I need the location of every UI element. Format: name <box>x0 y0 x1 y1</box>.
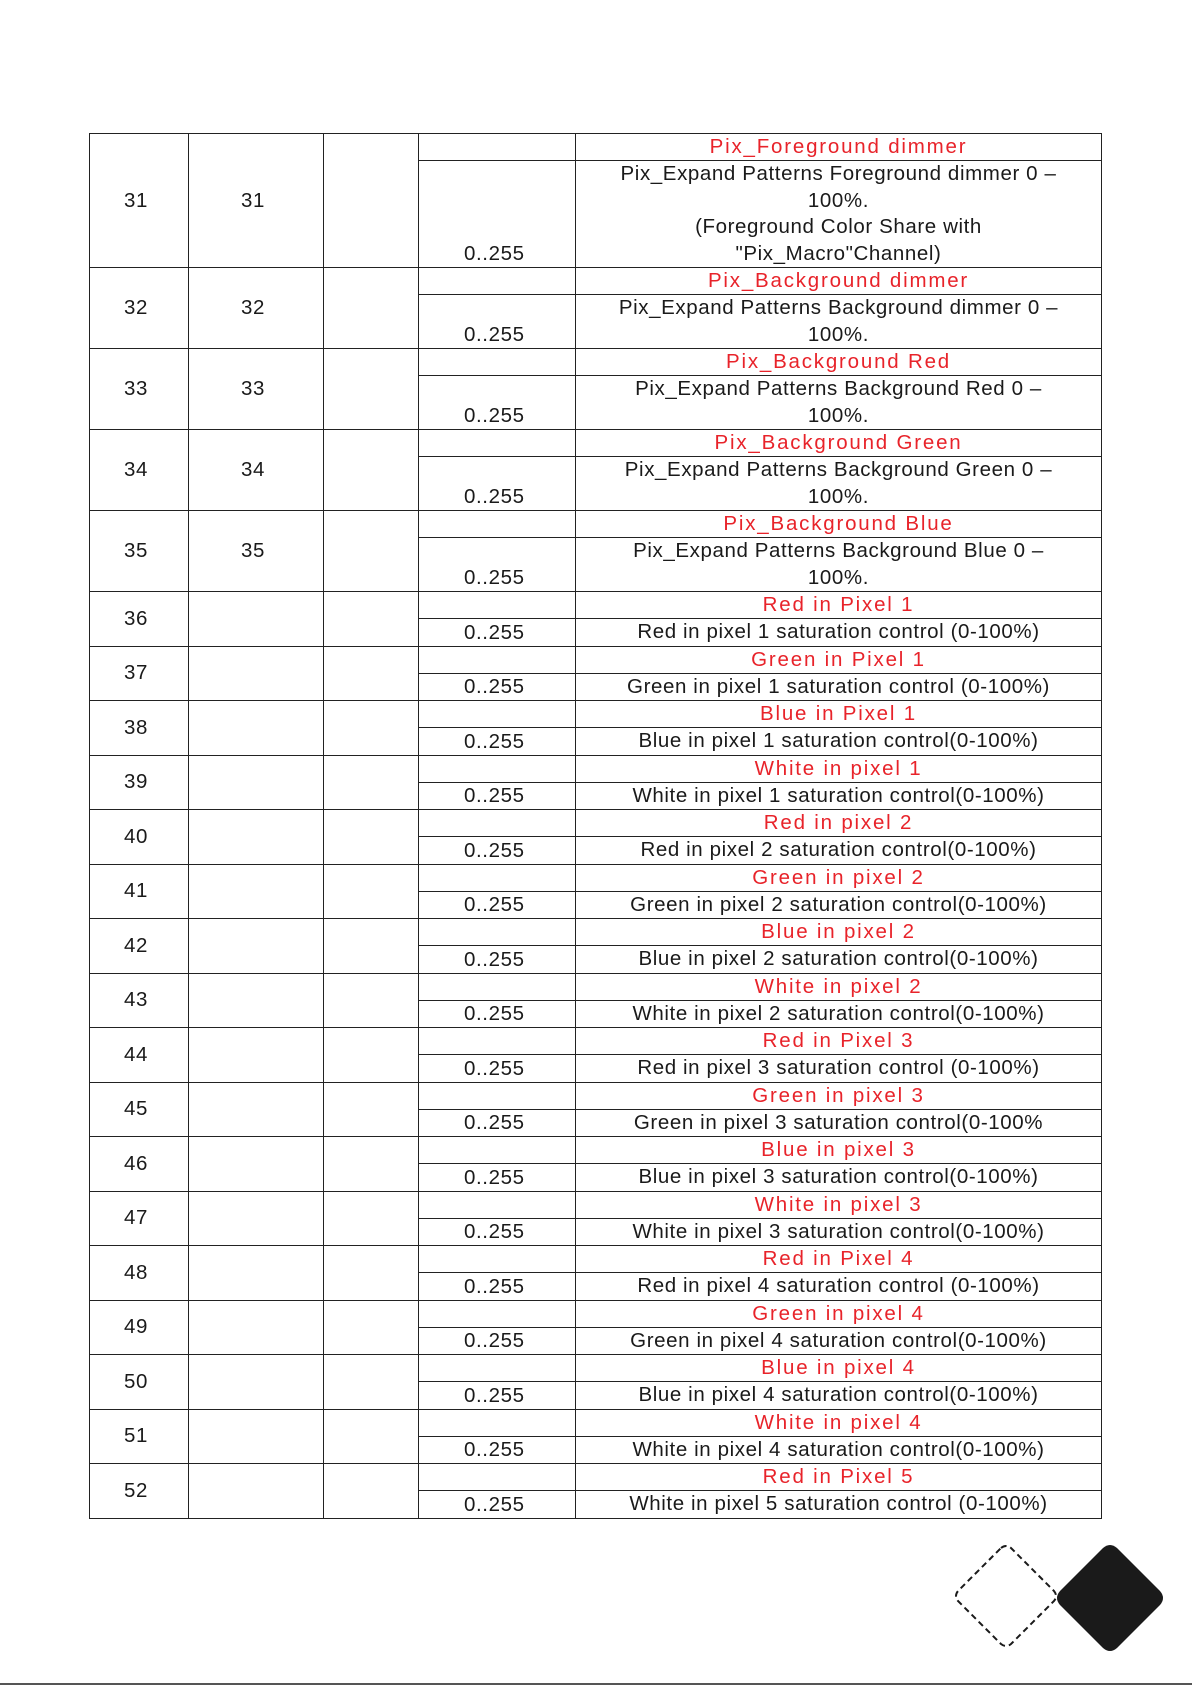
channel-number: 38 <box>90 701 189 756</box>
dmx-value-range: 0..255 <box>419 728 576 756</box>
description-line: Blue in pixel 4 saturation control(0-100%) <box>638 1383 1039 1406</box>
dmx-value-range: 0..255 <box>419 1382 576 1410</box>
dmx-value-range: 0..255 <box>419 1436 576 1464</box>
description-line: Green in pixel 3 saturation control(0-100% <box>633 1110 1044 1134</box>
description-line: 100%. <box>807 188 870 212</box>
description-line: (Foreground Color Share with <box>695 215 982 238</box>
table-row <box>90 810 1102 837</box>
description-line: Red in pixel 4 saturation control (0-100%) <box>637 1274 1040 1297</box>
channel-number: 50 <box>90 1355 189 1410</box>
channel-number: 36 <box>90 592 189 647</box>
channel-function-title: White in pixel 2 <box>576 973 1102 1000</box>
diamond-pair-logo-icon <box>940 1540 1170 1660</box>
description-line: Red in pixel 2 saturation control(0-100%) <box>640 838 1037 861</box>
channel-function-title: White in pixel 1 <box>576 755 1102 782</box>
channel-description <box>576 1491 1102 1519</box>
description-line: Pix_Expand Patterns Foreground dimmer 0 – <box>620 162 1057 185</box>
channel-number: 34 <box>90 430 189 511</box>
table-row <box>90 1409 1102 1436</box>
channel-function-title: Pix_Background Green <box>576 430 1102 457</box>
channel-description <box>576 728 1102 756</box>
description-line: Green in pixel 1 saturation control (0-100%) <box>627 674 1050 698</box>
dmx-value-range: 0..255 <box>419 1273 576 1301</box>
channel-description <box>576 457 1102 511</box>
description-line: Green in pixel 2 saturation control(0-100%) <box>630 892 1047 916</box>
empty-column-cell <box>324 1246 419 1301</box>
table-row <box>90 1464 1102 1491</box>
channel-function-title: Green in pixel 4 <box>576 1300 1102 1327</box>
channel-description <box>576 1382 1102 1410</box>
table-row <box>90 1246 1102 1273</box>
channel-mode-number <box>189 973 324 1028</box>
empty-column-cell <box>324 430 419 511</box>
description-line: Pix_Expand Patterns Background dimmer 0 – <box>618 296 1059 319</box>
empty-column-cell <box>324 1464 419 1519</box>
channel-number: 48 <box>90 1246 189 1301</box>
table-row <box>90 755 1102 782</box>
channel-number: 51 <box>90 1409 189 1464</box>
channel-mode-number <box>189 1137 324 1192</box>
empty-column-cell <box>324 919 419 974</box>
dmx-value-range: 0..255 <box>419 376 576 430</box>
table-row <box>90 511 1102 538</box>
empty-column-cell <box>324 646 419 701</box>
channel-function-title: Red in Pixel 5 <box>576 1464 1102 1491</box>
channel-mode-number <box>189 755 324 810</box>
range-empty-cell <box>419 646 576 673</box>
dmx-value-range: 0..255 <box>419 1327 576 1355</box>
channel-function-title: White in pixel 4 <box>576 1409 1102 1436</box>
range-empty-cell <box>419 1082 576 1109</box>
table-row <box>90 1082 1102 1109</box>
channel-description <box>576 1218 1102 1246</box>
channel-mode-number: 34 <box>189 430 324 511</box>
channel-mode-number <box>189 1191 324 1246</box>
channel-number: 52 <box>90 1464 189 1519</box>
channel-mode-number <box>189 1028 324 1083</box>
dmx-value-range: 0..255 <box>419 538 576 592</box>
channel-description <box>576 782 1102 810</box>
channel-description <box>576 376 1102 430</box>
channel-mode-number <box>189 864 324 919</box>
channel-function-title: Pix_Background dimmer <box>576 268 1102 295</box>
dmx-value-range: 0..255 <box>419 946 576 974</box>
channel-number: 33 <box>90 349 189 430</box>
channel-function-title: Green in pixel 3 <box>576 1082 1102 1109</box>
channel-description <box>576 1436 1102 1464</box>
channel-description <box>576 295 1102 349</box>
channel-description <box>576 1327 1102 1355</box>
description-line: Pix_Expand Patterns Background Red 0 – <box>635 377 1042 400</box>
empty-column-cell <box>324 1191 419 1246</box>
empty-column-cell <box>324 1300 419 1355</box>
description-line: 100%. <box>807 565 870 589</box>
channel-mode-number: 33 <box>189 349 324 430</box>
range-empty-cell <box>419 701 576 728</box>
range-empty-cell <box>419 1028 576 1055</box>
channel-function-title: Green in Pixel 1 <box>576 646 1102 673</box>
dmx-value-range: 0..255 <box>419 837 576 865</box>
dmx-channel-table <box>89 133 1102 1519</box>
dmx-value-range: 0..255 <box>419 782 576 810</box>
description-line: 100%. <box>807 484 870 508</box>
range-empty-cell <box>419 1137 576 1164</box>
channel-function-title: Blue in pixel 3 <box>576 1137 1102 1164</box>
description-line: "Pix_Macro"Channel) <box>735 241 942 265</box>
table-row <box>90 349 1102 376</box>
channel-mode-number: 32 <box>189 268 324 349</box>
channel-function-title: Blue in pixel 2 <box>576 919 1102 946</box>
empty-column-cell <box>324 973 419 1028</box>
empty-column-cell <box>324 701 419 756</box>
dmx-value-range: 0..255 <box>419 1109 576 1137</box>
channel-function-title: Red in Pixel 3 <box>576 1028 1102 1055</box>
channel-mode-number <box>189 1355 324 1410</box>
empty-column-cell <box>324 1137 419 1192</box>
range-empty-cell <box>419 1246 576 1273</box>
channel-function-title: Pix_Background Blue <box>576 511 1102 538</box>
table-row <box>90 1300 1102 1327</box>
channel-number: 31 <box>90 134 189 268</box>
table-row <box>90 919 1102 946</box>
channel-description <box>576 837 1102 865</box>
description-line: Blue in pixel 2 saturation control(0-100%) <box>638 947 1039 970</box>
description-line: White in pixel 3 saturation control(0-100%) <box>632 1219 1045 1243</box>
channel-function-title: Pix_Foreground dimmer <box>576 134 1102 161</box>
dmx-value-range: 0..255 <box>419 1491 576 1519</box>
dmx-value-range: 0..255 <box>419 295 576 349</box>
channel-number: 42 <box>90 919 189 974</box>
range-empty-cell <box>419 755 576 782</box>
description-line: White in pixel 1 saturation control(0-100%) <box>632 783 1045 807</box>
range-empty-cell <box>419 1355 576 1382</box>
dmx-value-range: 0..255 <box>419 673 576 701</box>
range-empty-cell <box>419 864 576 891</box>
channel-mode-number <box>189 646 324 701</box>
channel-mode-number <box>189 810 324 865</box>
description-line: Red in pixel 1 saturation control (0-100%) <box>637 620 1040 643</box>
range-empty-cell <box>419 134 576 161</box>
empty-column-cell <box>324 810 419 865</box>
table-row <box>90 430 1102 457</box>
channel-number: 47 <box>90 1191 189 1246</box>
channel-number: 40 <box>90 810 189 865</box>
description-line: 100%. <box>807 403 870 427</box>
channel-mode-number: 31 <box>189 134 324 268</box>
channel-mode-number <box>189 701 324 756</box>
description-line: White in pixel 4 saturation control(0-100%) <box>632 1437 1045 1461</box>
table-row <box>90 268 1102 295</box>
range-empty-cell <box>419 349 576 376</box>
table-body <box>90 134 1102 1519</box>
table-row <box>90 701 1102 728</box>
channel-mode-number <box>189 919 324 974</box>
channel-description <box>576 946 1102 974</box>
dmx-value-range: 0..255 <box>419 1000 576 1028</box>
description-line: White in pixel 2 saturation control(0-100%) <box>632 1001 1045 1025</box>
range-empty-cell <box>419 268 576 295</box>
channel-description <box>576 1164 1102 1192</box>
table-row <box>90 973 1102 1000</box>
channel-function-title: White in pixel 3 <box>576 1191 1102 1218</box>
channel-function-title: Pix_Background Red <box>576 349 1102 376</box>
channel-description <box>576 538 1102 592</box>
channel-description <box>576 1109 1102 1137</box>
channel-function-title: Red in Pixel 1 <box>576 592 1102 619</box>
channel-function-title: Red in Pixel 4 <box>576 1246 1102 1273</box>
range-empty-cell <box>419 1191 576 1218</box>
empty-column-cell <box>324 1355 419 1410</box>
channel-number: 45 <box>90 1082 189 1137</box>
channel-function-title: Red in pixel 2 <box>576 810 1102 837</box>
table-row <box>90 134 1102 161</box>
channel-description <box>576 891 1102 919</box>
channel-description <box>576 1055 1102 1083</box>
description-line: Blue in pixel 1 saturation control(0-100%) <box>638 729 1039 752</box>
empty-column-cell <box>324 1028 419 1083</box>
channel-mode-number <box>189 1464 324 1519</box>
channel-number: 35 <box>90 511 189 592</box>
description-line: 100%. <box>807 322 870 346</box>
empty-column-cell <box>324 592 419 647</box>
description-line: Pix_Expand Patterns Background Blue 0 – <box>633 539 1044 562</box>
channel-number: 37 <box>90 646 189 701</box>
channel-number: 46 <box>90 1137 189 1192</box>
dmx-value-range: 0..255 <box>419 161 576 268</box>
table-row <box>90 1355 1102 1382</box>
channel-function-title: Blue in pixel 4 <box>576 1355 1102 1382</box>
range-empty-cell <box>419 1464 576 1491</box>
range-empty-cell <box>419 973 576 1000</box>
channel-description <box>576 161 1102 268</box>
table-row <box>90 592 1102 619</box>
description-line: Blue in pixel 3 saturation control(0-100%) <box>638 1165 1039 1188</box>
dmx-value-range: 0..255 <box>419 457 576 511</box>
channel-number: 41 <box>90 864 189 919</box>
channel-mode-number <box>189 1409 324 1464</box>
channel-description <box>576 1000 1102 1028</box>
channel-number: 39 <box>90 755 189 810</box>
channel-description <box>576 619 1102 647</box>
dmx-value-range: 0..255 <box>419 1218 576 1246</box>
dmx-value-range: 0..255 <box>419 1164 576 1192</box>
table-row <box>90 1028 1102 1055</box>
channel-mode-number <box>189 1246 324 1301</box>
dmx-value-range: 0..255 <box>419 891 576 919</box>
table-row <box>90 646 1102 673</box>
empty-column-cell <box>324 864 419 919</box>
description-line: Green in pixel 4 saturation control(0-100%) <box>630 1328 1047 1352</box>
description-line: Red in pixel 3 saturation control (0-100%) <box>637 1056 1040 1079</box>
table-row <box>90 1191 1102 1218</box>
channel-mode-number: 35 <box>189 511 324 592</box>
channel-mode-number <box>189 1300 324 1355</box>
empty-column-cell <box>324 1082 419 1137</box>
channel-number: 44 <box>90 1028 189 1083</box>
dmx-value-range: 0..255 <box>419 1055 576 1083</box>
table-row <box>90 1137 1102 1164</box>
channel-mode-number <box>189 1082 324 1137</box>
channel-mode-number <box>189 592 324 647</box>
channel-function-title: Blue in Pixel 1 <box>576 701 1102 728</box>
empty-column-cell <box>324 511 419 592</box>
channel-number: 43 <box>90 973 189 1028</box>
empty-column-cell <box>324 268 419 349</box>
channel-description <box>576 1273 1102 1301</box>
range-empty-cell <box>419 511 576 538</box>
channel-number: 49 <box>90 1300 189 1355</box>
table-row <box>90 864 1102 891</box>
description-line: Pix_Expand Patterns Background Green 0 – <box>624 458 1053 481</box>
empty-column-cell <box>324 349 419 430</box>
channel-function-title: Green in pixel 2 <box>576 864 1102 891</box>
range-empty-cell <box>419 1409 576 1436</box>
range-empty-cell <box>419 919 576 946</box>
empty-column-cell <box>324 755 419 810</box>
empty-column-cell <box>324 1409 419 1464</box>
channel-description <box>576 673 1102 701</box>
range-empty-cell <box>419 592 576 619</box>
range-empty-cell <box>419 810 576 837</box>
description-line: White in pixel 5 saturation control (0-100%) <box>629 1492 1048 1515</box>
empty-column-cell <box>324 134 419 268</box>
dmx-value-range: 0..255 <box>419 619 576 647</box>
channel-number: 32 <box>90 268 189 349</box>
range-empty-cell <box>419 1300 576 1327</box>
range-empty-cell <box>419 430 576 457</box>
